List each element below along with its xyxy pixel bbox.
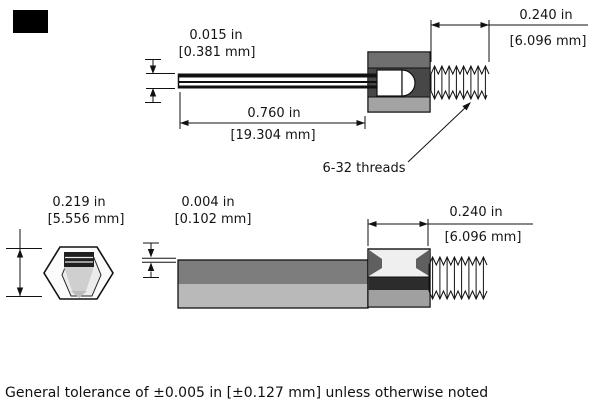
dim-body-length-mm: [19.304 mm] (230, 128, 316, 143)
hex-facet-dark (369, 277, 430, 290)
dim-wall-in: 0.015 in (189, 28, 243, 43)
logo-block (13, 10, 48, 33)
bore-end-body (377, 70, 402, 96)
dim-stud-top-mm: [6.096 mm] (509, 34, 587, 49)
hex-facet-bottom (369, 97, 430, 111)
dim-hex-length-mm: [6.096 mm] (444, 230, 522, 245)
body-upper-shade (178, 260, 368, 284)
dim-edge-step-in: 0.004 in (181, 195, 235, 210)
tube-wall-bottom (178, 86, 378, 89)
tolerance-note: General tolerance of ±0.005 in [±0.127 mm] unless otherwise noted (5, 385, 489, 401)
tube-bore-line (178, 81, 378, 83)
hex-end-view (44, 247, 113, 299)
dim-stud-top-in: 0.240 in (519, 8, 573, 23)
dim-hex-af-mm: [5.556 mm] (47, 212, 125, 227)
dim-wall-mm: [0.381 mm] (178, 45, 256, 60)
hex-facet-top (369, 53, 430, 68)
stud-end-threads (64, 252, 94, 267)
dim-body-length-in: 0.760 in (247, 106, 301, 121)
thread-callout-label: 6-32 threads (322, 161, 406, 176)
hex-facet-shade (369, 290, 430, 306)
dim-edge-step-mm: [0.102 mm] (174, 212, 252, 227)
body-lower-shade (178, 284, 368, 308)
dim-hex-length-in: 0.240 in (449, 205, 503, 220)
dim-hex-af-in: 0.219 in (52, 195, 106, 210)
tube-wall-top (178, 74, 378, 78)
